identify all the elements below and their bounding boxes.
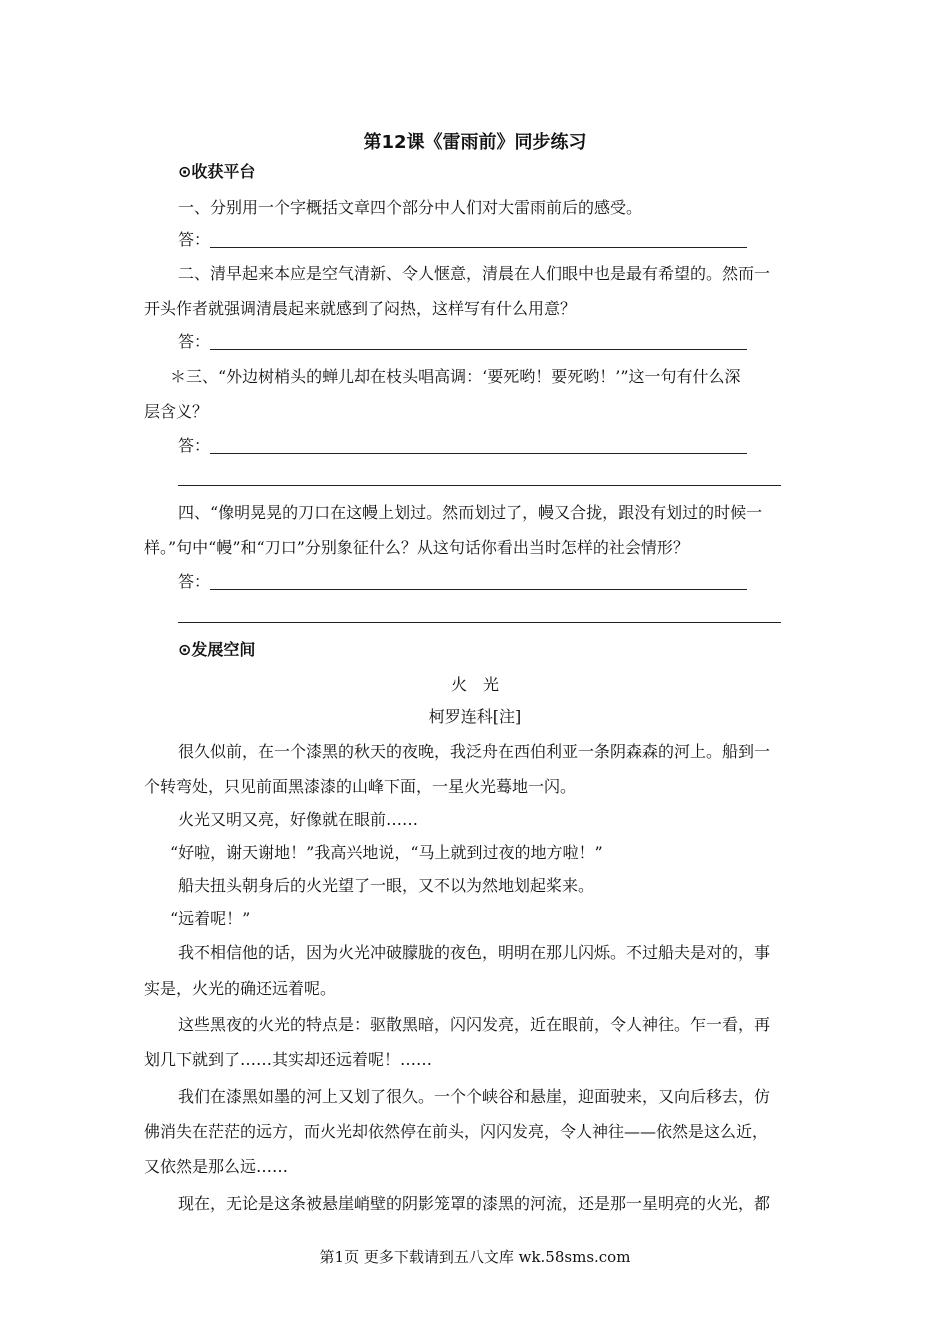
answer-label-2: 答： [178, 332, 211, 351]
story-paragraph-2: 火光又明又亮，好像就在眼前…… [178, 810, 419, 829]
story-paragraph-6-line-1: 我不相信他的话，因为火光冲破朦胧的夜色，明明在那儿闪烁。不过船夫是对的，事 [178, 943, 771, 962]
answer-line-4a [210, 589, 747, 590]
story-paragraph-1-line-1: 很久似前，在一个漆黑的秋天的夜晚，我泛舟在西伯利亚一条阴森森的河上。船到一 [178, 742, 771, 761]
answer-label-1: 答： [178, 230, 211, 249]
answer-line-2 [210, 349, 747, 350]
question-4-line-2: 样。”句中“幔”和“刀口”分别象征什么？从这句话你看出当时怎样的社会情形？ [144, 538, 689, 557]
question-2-line-2: 开头作者就强调清晨起来就感到了闷热，这样写有什么用意？ [144, 299, 577, 318]
page-footer: 第1页 更多下载请到五八文库 wk.58sms.com [319, 1248, 631, 1266]
story-title: 火 光 [450, 675, 499, 694]
question-3-line-2: 层含义？ [144, 402, 209, 421]
answer-label-3: 答： [178, 436, 211, 455]
question-1: 一、分别用一个字概括文章四个部分中人们对大雷雨前后的感受。 [178, 198, 643, 217]
question-4-line-1: 四、“像明晃晃的刀口在这幔上划过。然而划过了，幔又合拢，跟没有划过的时候一 [178, 503, 763, 522]
story-paragraph-7-line-2: 划几下就到了……其实却还远着呢！…… [144, 1050, 433, 1069]
story-paragraph-8-line-3: 又依然是那么远…… [144, 1157, 289, 1176]
answer-line-4b [178, 622, 781, 623]
section-harvest-platform: ⊙收获平台 [178, 162, 256, 181]
story-paragraph-4: 船夫扭头朝身后的火光望了一眼，又不以为然地划起桨来。 [178, 876, 595, 895]
answer-line-1 [210, 247, 747, 248]
section-development-space: ⊙发展空间 [178, 640, 256, 659]
story-paragraph-5: “远着呢！” [170, 909, 251, 928]
story-paragraph-3: “好啦，谢天谢地！”我高兴地说，“马上就到过夜的地方啦！” [170, 843, 603, 862]
question-3-line-1: ＊三、“外边树梢头的蝉儿却在枝头唱高调：‘要死哟！要死哟！’”这一句有什么深 [170, 367, 741, 386]
question-2-line-1: 二、清早起来本应是空气清新、令人惬意，清晨在人们眼中也是最有希望的。然而一 [178, 264, 771, 283]
page-title: 第12课《雷雨前》同步练习 [363, 132, 587, 153]
story-paragraph-6-line-2: 实是，火光的确还远着呢。 [144, 979, 337, 998]
story-paragraph-8-line-2: 佛消失在茫茫的远方，而火光却依然停在前头，闪闪发亮，令人神往——依然是这么近， [144, 1122, 769, 1141]
story-paragraph-1-line-2: 个转弯处，只见前面黑漆漆的山峰下面，一星火光蓦地一闪。 [144, 777, 577, 796]
answer-label-4: 答： [178, 572, 211, 591]
story-paragraph-9-line-1: 现在，无论是这条被悬崖峭壁的阴影笼罩的漆黑的河流，还是那一星明亮的火光，都 [178, 1194, 771, 1213]
story-paragraph-8-line-1: 我们在漆黑如墨的河上又划了很久。一个个峡谷和悬崖，迎面驶来，又向后移去，仿 [178, 1087, 771, 1106]
answer-line-3b [178, 485, 781, 486]
story-paragraph-7-line-1: 这些黑夜的火光的特点是：驱散黑暗，闪闪发亮，近在眼前，令人神往。乍一看，再 [178, 1015, 771, 1034]
story-author: 柯罗连科[注] [428, 707, 522, 726]
answer-line-3a [210, 453, 747, 454]
